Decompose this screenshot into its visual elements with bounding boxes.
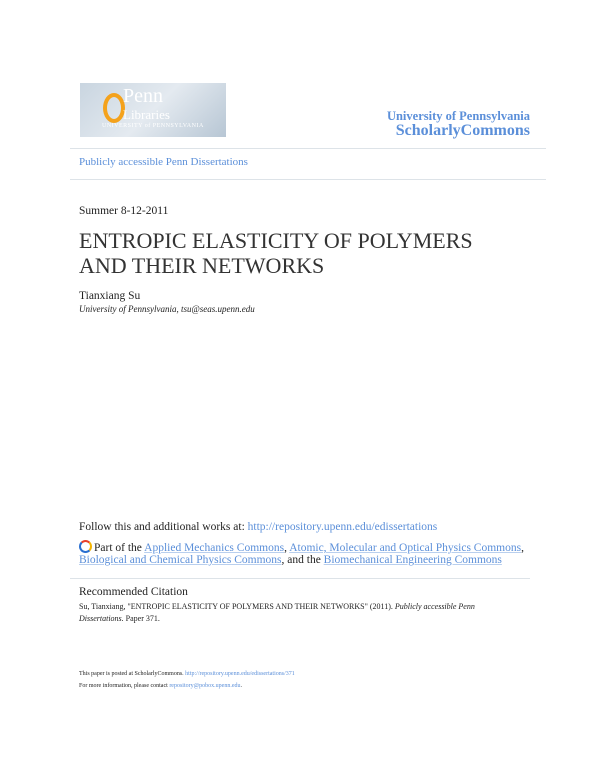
citation-line-1	[79, 602, 475, 611]
follow-label: Follow this and additional works at:	[79, 521, 248, 533]
follow-link[interactable]: http://repository.upenn.edu/edissertations	[247, 521, 438, 533]
citation-heading: Recommended Citation	[79, 586, 188, 598]
discipline-link[interactable]: Biological and Chemical Physics Commons	[79, 554, 282, 566]
part-of-line-1	[79, 540, 524, 554]
divider	[70, 179, 546, 180]
footer-posted	[79, 671, 295, 677]
repository-name[interactable]: ScholarlyCommons	[395, 122, 530, 139]
separator: ,	[284, 542, 290, 554]
citation-text: Paper 371.	[123, 614, 160, 623]
citation-line-2	[79, 614, 160, 623]
footer-text: This paper is posted at ScholarlyCommons.	[79, 671, 186, 677]
citation-italic: Dissertations.	[79, 614, 124, 623]
contact-email-link[interactable]: repository@pobox.upenn.edu	[169, 683, 241, 689]
divider	[70, 578, 530, 579]
collection-link[interactable]: Publicly accessible Penn Dissertations	[79, 156, 248, 168]
publication-date: Summer 8-12-2011	[79, 205, 169, 217]
discipline-link[interactable]: Biomechanical Engineering Commons	[323, 554, 502, 566]
discipline-link[interactable]: Atomic, Molecular and Optical Physics Commons	[289, 542, 522, 554]
separator: ,	[521, 542, 524, 554]
logo-text: Penn	[123, 85, 163, 107]
title-line-2: AND THEIR NETWORKS	[79, 253, 325, 278]
footer-contact	[79, 683, 242, 689]
footer-text: For more information, please contact	[79, 683, 170, 689]
affiliation: University of Pennsylvania, tsu@seas.upenn.edu	[79, 304, 255, 314]
paper-link[interactable]: http://repository.upenn.edu/edissertations/371	[185, 671, 295, 677]
separator: , and the	[281, 554, 324, 566]
university-name[interactable]: University of Pennsylvania	[386, 109, 530, 123]
divider	[70, 148, 546, 149]
citation-italic: Publicly accessible Penn	[394, 602, 475, 611]
citation-text: Su, Tianxiang, "ENTROPIC ELASTICITY OF POLYMERS AND THEIR NETWORKS" (2011).	[79, 602, 395, 611]
logo-text: Libraries	[123, 107, 170, 122]
discipline-link[interactable]: Applied Mechanics Commons	[144, 542, 285, 554]
part-of-line-2	[79, 554, 502, 566]
penn-libraries-logo[interactable]	[80, 83, 226, 137]
footer-text: .	[240, 683, 242, 689]
author: Tianxiang Su	[79, 290, 141, 302]
follow-line	[79, 521, 437, 533]
title-line-1: ENTROPIC ELASTICITY OF POLYMERS	[79, 228, 473, 253]
commons-icon	[79, 540, 92, 553]
part-of-label: Part of the	[94, 542, 145, 554]
logo-text: UNIVERSITY of PENNSYLVANIA	[102, 123, 204, 129]
open-access-icon	[103, 93, 125, 123]
